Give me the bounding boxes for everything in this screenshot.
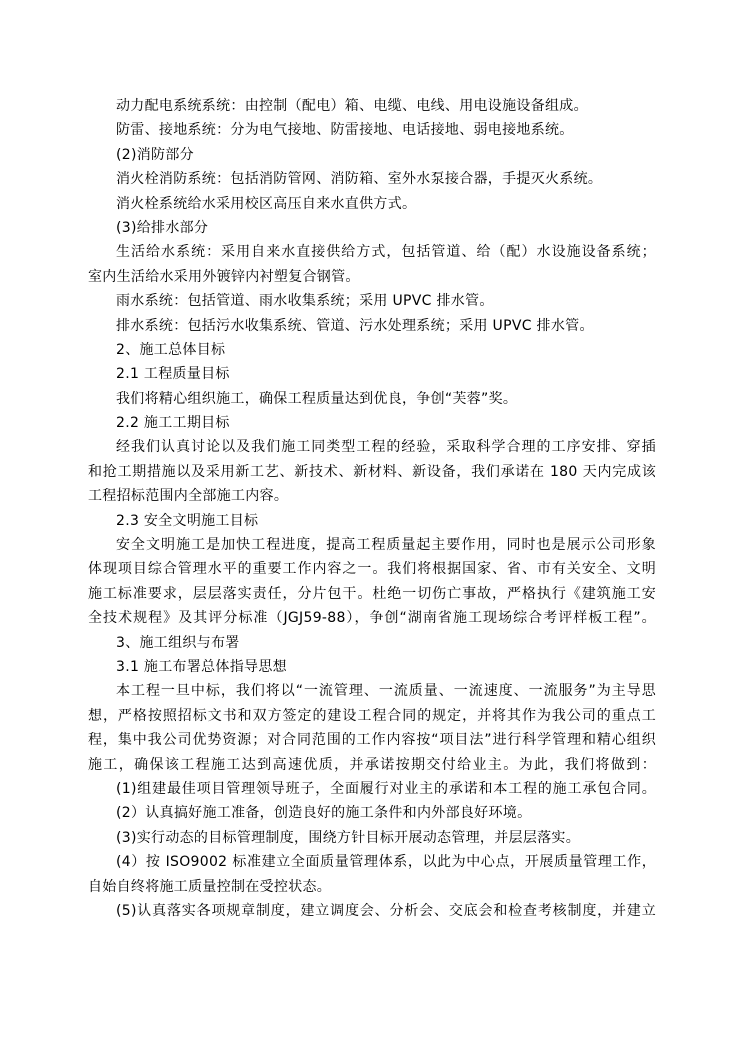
text-line: 动力配电系统系统：由控制（配电）箱、电缆、电线、用电设施设备组成。	[116, 98, 588, 114]
text-line: 想，严格按照招标文书和双方签定的建设工程合同的规定，并将其作为我公司的重点工	[88, 707, 656, 724]
text-line: (2）认真搞好施工准备，创造良好的施工条件和内外部良好环境。	[116, 805, 532, 822]
text-line: 施工，确保该工程施工达到高速优质，并承诺按期交付给业主。为此，我们将做到：	[88, 756, 656, 773]
text-line: 室内生活给水采用外镀锌内衬塑复合钢管。	[88, 268, 360, 285]
text-line: 我们将精心组织施工，确保工程质量达到优良，争创“芙蓉”奖。	[116, 390, 518, 407]
text-line: 消火栓系统给水采用校区高压自来水直供方式。	[116, 195, 417, 212]
text-line: 3.1 施工布署总体指导思想	[116, 658, 287, 675]
text-line: 生活给水系统：采用自来水直接供给方式，包括管道、给（配）水设施设备系统；	[116, 244, 656, 261]
text-line: 3、施工组织与布署	[116, 634, 240, 651]
text-line: 本工程一旦中标，我们将以“一流管理、一流质量、一流速度、一流服务”为主导思	[116, 683, 656, 700]
text-line: 2.2 施工工期目标	[116, 415, 230, 432]
text-line: (4）按 ISO9002 标准建立全面质量管理体系，以此为中心点，开展质量管理工作，	[116, 854, 656, 871]
text-line: 防雷、接地系统：分为电气接地、防雷接地、电话接地、弱电接地系统。	[116, 122, 574, 139]
text-line: 工程招标范围内全部施工内容。	[88, 488, 289, 505]
text-line: (5)认真落实各项规章制度，建立调度会、分析会、交底会和检查考核制度，并建立	[116, 902, 656, 919]
text-line: 2.3 安全文明施工目标	[116, 512, 259, 529]
text-line: (3)实行动态的目标管理制度，围绕方针目标开展动态管理，并层层落实。	[116, 829, 581, 846]
text-line: (1)组建最佳项目管理领导班子，全面履行对业主的承诺和本工程的施工承包合同。	[116, 780, 656, 797]
text-line: 体现项目综合管理水平的重要工作内容之一。我们将根据国家、省、市有关安全、文明	[88, 561, 656, 578]
text-line: 2、施工总体目标	[116, 341, 226, 358]
text-line: 全技术规程》及其评分标准（JGJ59-88），争创“湖南省施工现场综合考评样板工程”。	[88, 610, 656, 627]
document-body	[88, 94, 656, 923]
text-line: 程，集中我公司优势资源；对合同范围的工作内容按“项目法”进行科学管理和精心组织	[88, 732, 656, 749]
text-line: 经我们认真讨论以及我们施工同类型工程的经验，采取科学合理的工序安排、穿插	[116, 439, 656, 456]
text-line: 和抢工期措施以及采用新工艺、新技术、新材料、新设备，我们承诺在 180 天内完成该	[88, 463, 656, 480]
text-line: (3)给排水部分	[116, 219, 209, 236]
text-line: 安全文明施工是加快工程进度，提高工程质量起主要作用，同时也是展示公司形象	[116, 537, 656, 554]
text-line: 雨水系统：包括管道、雨水收集系统；采用 UPVC 排水管。	[116, 293, 494, 310]
text-line: 排水系统：包括污水收集系统、管道、污水处理系统；采用 UPVC 排水管。	[116, 317, 594, 334]
text-line: 施工标准要求，层层落实责任，分片包干。杜绝一切伤亡事故，严格执行《建筑施工安	[88, 585, 656, 602]
text-line: 自始自终将施工质量控制在受控状态。	[88, 878, 332, 895]
text-line: 消火栓消防系统：包括消防管网、消防箱、室外水泵接合器，手提灭火系统。	[116, 171, 603, 188]
text-line: (2)消防部分	[116, 146, 194, 163]
text-line: 2.1 工程质量目标	[116, 366, 230, 383]
